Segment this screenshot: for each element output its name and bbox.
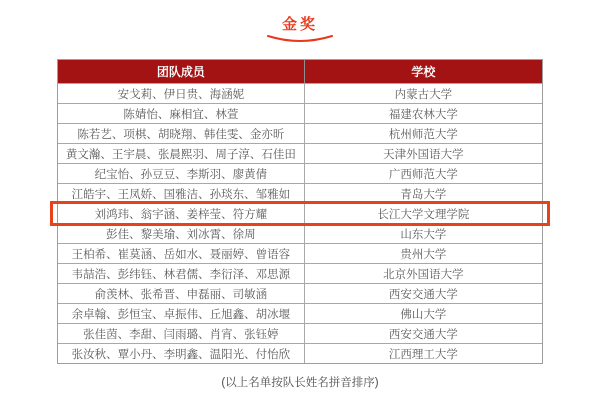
table-row [58, 123, 542, 143]
cell-school: 山东大学 [400, 228, 447, 241]
award-table [57, 59, 543, 364]
cell-team-members: 彭佳、黎美瑜、刘冰霄、徐周 [58, 224, 305, 243]
cell-school: 西安交通大学 [388, 328, 458, 341]
cell-school: 长江大学文理学院 [377, 208, 470, 221]
table-row [58, 183, 542, 203]
cell-school: 内蒙古大学 [394, 88, 453, 101]
cell-school: 贵州大学 [400, 248, 447, 261]
table-row [58, 143, 542, 163]
cell-school: 天津外国语大学 [383, 148, 464, 161]
cell-team-members: 刘鸿玮、翁宇涵、姜梓莹、符方耀 [58, 204, 305, 223]
cell-school: 西安交通大学 [388, 288, 458, 301]
footer-note: (以上名单按队长姓名拼音排序) [221, 377, 379, 389]
table-row [58, 103, 542, 123]
table-body [58, 83, 542, 363]
table-row [58, 283, 542, 303]
table-row [58, 263, 542, 283]
table-row [58, 223, 542, 243]
cell-school: 佛山大学 [400, 308, 447, 321]
cell-team-members: 余卓翰、彭恒宝、卓振伟、丘旭鑫、胡冰堰 [58, 304, 305, 323]
cell-team-members: 张汝秋、覃小丹、李明鑫、温阳光、付怡欣 [58, 344, 305, 363]
cell-school: 北京外国语大学 [383, 268, 464, 281]
table-row [58, 83, 542, 103]
cell-team-members: 张佳茵、李甜、闫雨璐、肖宵、张钰婷 [58, 324, 305, 343]
table-row-highlighted [58, 203, 542, 223]
table-row [58, 343, 542, 363]
cell-team-members: 韦喆浩、彭纬钰、林君儒、李衍泽、邓思源 [58, 264, 305, 283]
title-underline-decoration [264, 34, 336, 44]
cell-team-members: 安戈莉、伊日贵、海涵妮 [58, 84, 305, 103]
table-header-members: 团队成员 [58, 60, 305, 83]
cell-team-members: 黄文瀚、王宇晨、张晨熙羽、周子淳、石佳田 [58, 144, 305, 163]
table-row [58, 303, 542, 323]
cell-team-members: 江皓宇、王凤娇、国雅洁、孙琰东、邹雅如 [58, 184, 305, 203]
table-row [58, 323, 542, 343]
cell-school: 青岛大学 [400, 188, 447, 201]
cell-team-members: 陈若艺、项棋、胡晓翔、韩佳雯、金亦昕 [58, 124, 305, 143]
table-header-row [58, 60, 542, 83]
cell-school: 杭州师范大学 [388, 128, 458, 141]
cell-school: 广西师范大学 [388, 168, 458, 181]
cell-team-members: 俞羡林、张希晋、申磊丽、司敏涵 [58, 284, 305, 303]
cell-team-members: 纪宝怡、孙豆豆、李斯羽、廖黄倩 [58, 164, 305, 183]
table-row [58, 163, 542, 183]
table-row [58, 243, 542, 263]
cell-school: 福建农林大学 [388, 108, 458, 121]
cell-school: 江西理工大学 [388, 348, 458, 361]
cell-team-members: 王柏希、崔莫涵、岳如水、聂丽婷、曾语容 [58, 244, 305, 263]
cell-team-members: 陈婧怡、麻相宜、林萱 [58, 104, 305, 123]
page-title: 金奖 [281, 16, 318, 33]
page-title-wrap [0, 13, 600, 44]
table-header-school: 学校 [411, 65, 436, 79]
